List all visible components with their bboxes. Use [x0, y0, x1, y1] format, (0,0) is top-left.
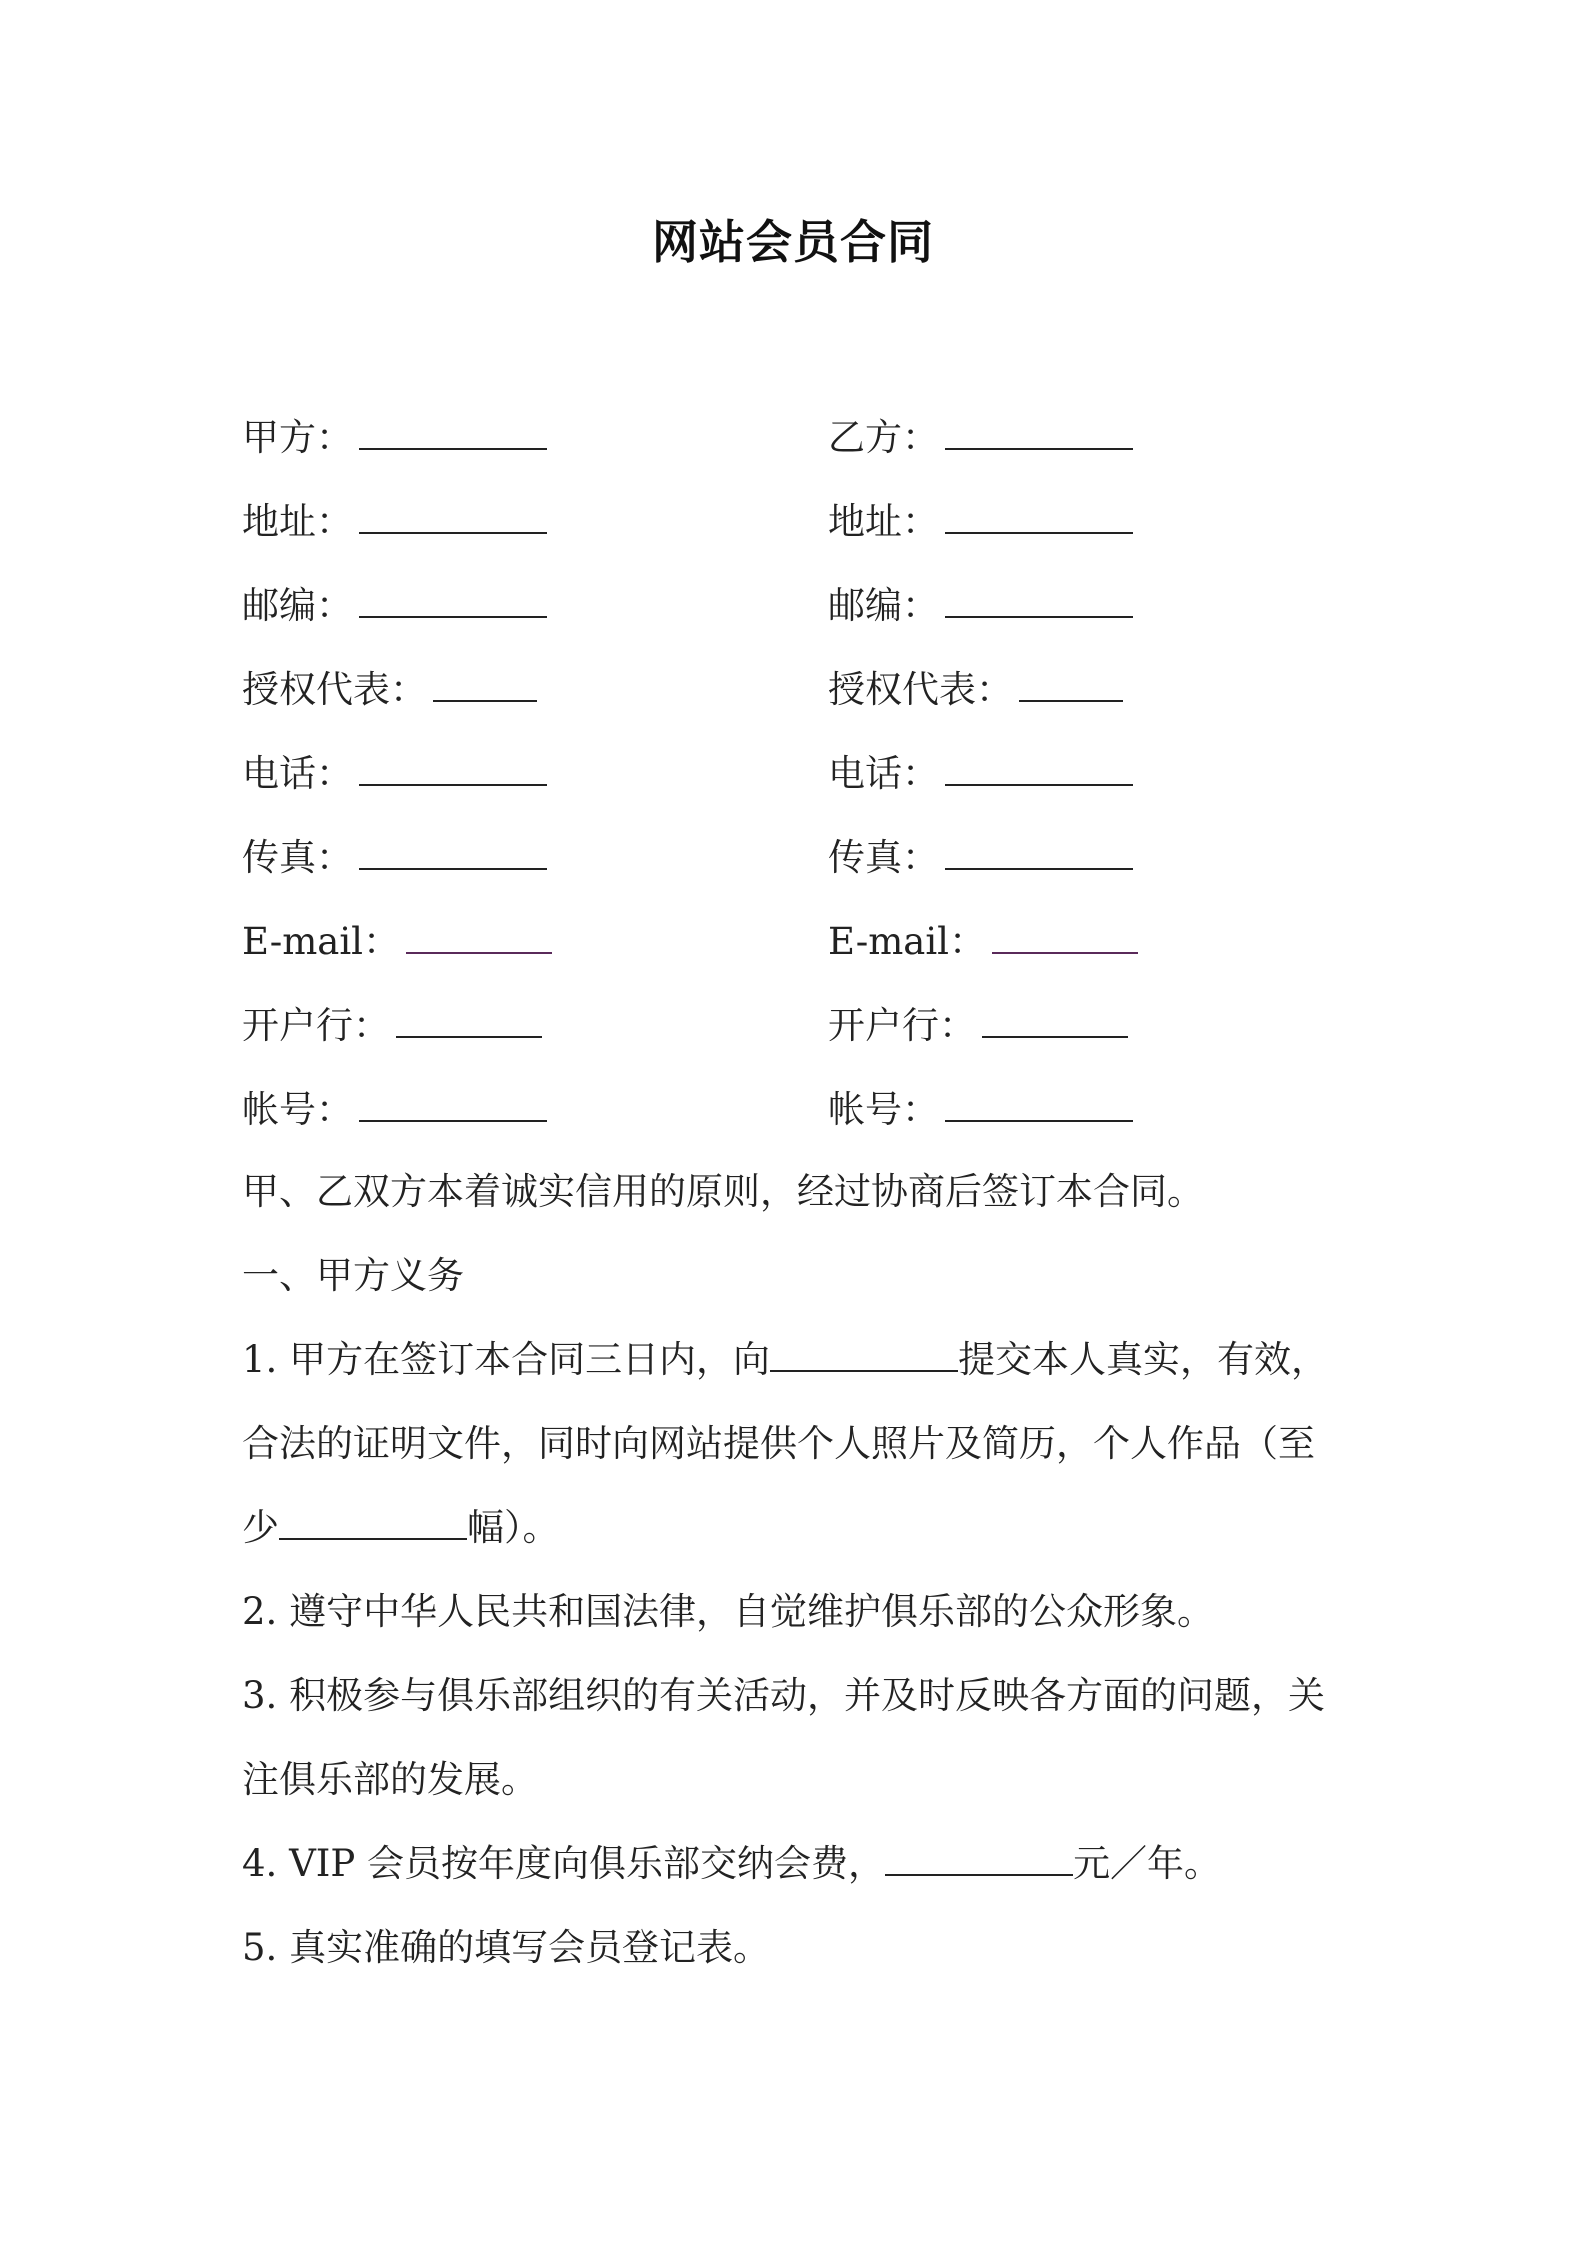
party-a-postcode-field [242, 580, 547, 632]
item-1-text-a: 1. 甲方在签订本合同三日内，向 [242, 1338, 771, 1381]
party-b-representative-label: 授权代表： [828, 668, 1013, 711]
item-4-fee-blank[interactable] [885, 1840, 1073, 1876]
party-b-address-field [828, 496, 1133, 548]
item-1-count-blank[interactable] [279, 1504, 467, 1540]
section-heading: 一、甲方义务 [242, 1254, 464, 1297]
party-a-bank-field [242, 1000, 542, 1052]
party-b-postcode-label: 邮编： [828, 584, 939, 627]
postcode-row [0, 580, 1586, 664]
party-a-account-blank[interactable] [359, 1086, 547, 1122]
party-a-fax-label: 传真： [242, 836, 353, 879]
party-b-bank-label: 开户行： [828, 1004, 976, 1047]
item-4-text-b: 元／年。 [1073, 1842, 1222, 1885]
party-a-account-field [242, 1084, 547, 1136]
party-a-representative-label: 授权代表： [242, 668, 427, 711]
party-b-account-label: 帐号： [828, 1088, 939, 1131]
item-1-line-1 [242, 1318, 1362, 1402]
item-3-line-1: 3. 积极参与俱乐部组织的有关活动，并及时反映各方面的问题，关 [242, 1674, 1326, 1717]
item-1-line-2: 合法的证明文件，同时向网站提供个人照片及简历，个人作品（至 [242, 1422, 1315, 1465]
party-a-address-blank[interactable] [359, 498, 547, 534]
party-a-address-label: 地址： [242, 500, 353, 543]
party-b-fax-field [828, 832, 1133, 884]
item-4 [242, 1822, 1362, 1906]
party-a-email-field [242, 916, 552, 968]
party-a-phone-label: 电话： [242, 752, 353, 795]
party-b-account-field [828, 1084, 1133, 1136]
party-b-email-blank[interactable] [992, 918, 1138, 954]
address-row [0, 496, 1586, 580]
party-b-account-blank[interactable] [945, 1086, 1133, 1122]
party-a-fax-blank[interactable] [359, 834, 547, 870]
party-b-representative-blank[interactable] [1019, 666, 1123, 702]
party-b-address-label: 地址： [828, 500, 939, 543]
item-1-line-3 [242, 1486, 1362, 1570]
party-b-label: 乙方： [828, 416, 939, 459]
party-b-postcode-blank[interactable] [945, 582, 1133, 618]
item-2: 2. 遵守中华人民共和国法律，自觉维护俱乐部的公众形象。 [242, 1590, 1215, 1633]
party-b-postcode-field [828, 580, 1133, 632]
item-4-text-a: 4. VIP 会员按年度向俱乐部交纳会费， [242, 1842, 886, 1885]
party-a-label: 甲方： [242, 416, 353, 459]
party-a-phone-blank[interactable] [359, 750, 547, 786]
party-a-bank-blank[interactable] [396, 1002, 542, 1038]
party-a-postcode-label: 邮编： [242, 584, 353, 627]
party-b-address-blank[interactable] [945, 498, 1133, 534]
party-b-bank-field [828, 1000, 1128, 1052]
item-5: 5. 真实准确的填写会员登记表。 [242, 1926, 771, 1969]
document-title: 网站会员合同 [652, 215, 934, 269]
party-b-email-label: E-mail： [828, 920, 987, 963]
party-b-phone-label: 电话： [828, 752, 939, 795]
party-a-field [242, 412, 547, 464]
item-1-text-c: 少 [242, 1506, 279, 1549]
party-b-fax-blank[interactable] [945, 834, 1133, 870]
party-a-fax-field [242, 832, 547, 884]
bank-row [0, 1000, 1586, 1084]
item-1-text-b: 提交本人真实，有效， [958, 1338, 1329, 1381]
party-b-representative-field [828, 664, 1123, 716]
phone-row [0, 748, 1586, 832]
party-a-address-field [242, 496, 547, 548]
party-a-postcode-blank[interactable] [359, 582, 547, 618]
party-row [0, 412, 1586, 496]
email-row [0, 916, 1586, 1000]
party-b-phone-field [828, 748, 1133, 800]
party-a-representative-blank[interactable] [433, 666, 537, 702]
representative-row [0, 664, 1586, 748]
party-a-bank-label: 开户行： [242, 1004, 390, 1047]
party-a-representative-field [242, 664, 537, 716]
party-a-email-blank[interactable] [406, 918, 552, 954]
party-b-email-field [828, 916, 1138, 968]
party-b-fax-label: 传真： [828, 836, 939, 879]
fax-row [0, 832, 1586, 916]
item-1-text-d: 幅）。 [467, 1506, 560, 1549]
party-a-phone-field [242, 748, 547, 800]
party-a-blank[interactable] [359, 414, 547, 450]
item-1-recipient-blank[interactable] [770, 1336, 958, 1372]
item-3-line-2: 注俱乐部的发展。 [242, 1758, 538, 1801]
party-b-field [828, 412, 1133, 464]
party-b-blank[interactable] [945, 414, 1133, 450]
party-a-email-label: E-mail： [242, 920, 401, 963]
party-b-phone-blank[interactable] [945, 750, 1133, 786]
party-b-bank-blank[interactable] [982, 1002, 1128, 1038]
intro-paragraph: 甲、乙双方本着诚实信用的原则，经过协商后签订本合同。 [242, 1170, 1204, 1213]
party-a-account-label: 帐号： [242, 1088, 353, 1131]
